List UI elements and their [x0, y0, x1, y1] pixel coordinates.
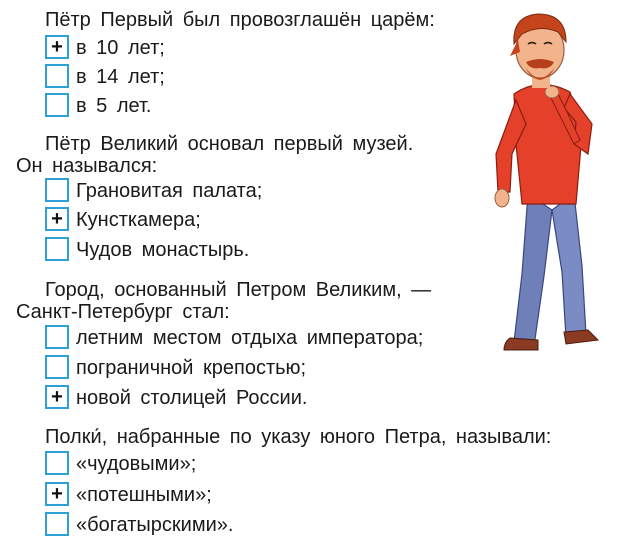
question-3-line-2: Санкт-Петербург стал:: [16, 301, 230, 323]
option-label: Чудов монастырь.: [76, 239, 250, 261]
option-label: в 14 лет;: [76, 66, 165, 88]
checkbox[interactable]: [45, 64, 69, 88]
checkbox[interactable]: +: [45, 482, 69, 506]
question-2-line-2: Он назывался:: [16, 155, 158, 177]
checkbox[interactable]: +: [45, 207, 69, 231]
man-in-red-sweater-illustration: [470, 4, 618, 356]
option-label: летним местом отдыха императора;: [76, 327, 424, 349]
question-2-line-1: Пётр Великий основал первый музей.: [45, 133, 414, 155]
question-1-line-1: Пётр Первый был провозглашён царём:: [45, 9, 435, 31]
checkbox[interactable]: [45, 355, 69, 379]
checkbox[interactable]: [45, 512, 69, 536]
checkbox[interactable]: [45, 178, 69, 202]
option-label: пограничной крепостью;: [76, 357, 307, 379]
option-label: Кунсткамера;: [76, 209, 201, 231]
question-4-line-1: Полки́, набранные по указу юного Петра, называли:: [45, 426, 552, 448]
option-label: новой столицей России.: [76, 387, 308, 409]
option-label: «богатырскими».: [76, 514, 234, 536]
option-label: в 5 лет.: [76, 95, 152, 117]
option-label: «чудовыми»;: [76, 453, 197, 475]
checkbox[interactable]: [45, 451, 69, 475]
question-1-text: [45, 7, 435, 33]
checkbox[interactable]: +: [45, 385, 69, 409]
checkbox[interactable]: [45, 93, 69, 117]
question-4-text: [45, 424, 551, 450]
checkbox[interactable]: [45, 237, 69, 261]
option-label: «потешными»;: [76, 484, 212, 506]
option-label: Грановитая палата;: [76, 180, 263, 202]
checkbox[interactable]: [45, 325, 69, 349]
option-label: в 10 лет;: [76, 37, 165, 59]
question-2-text-line-2: [16, 153, 157, 179]
question-3-line-1: Город, основанный Петром Великим, —: [45, 279, 432, 301]
question-3-text-line-2: [16, 299, 230, 325]
checkbox[interactable]: +: [45, 35, 69, 59]
